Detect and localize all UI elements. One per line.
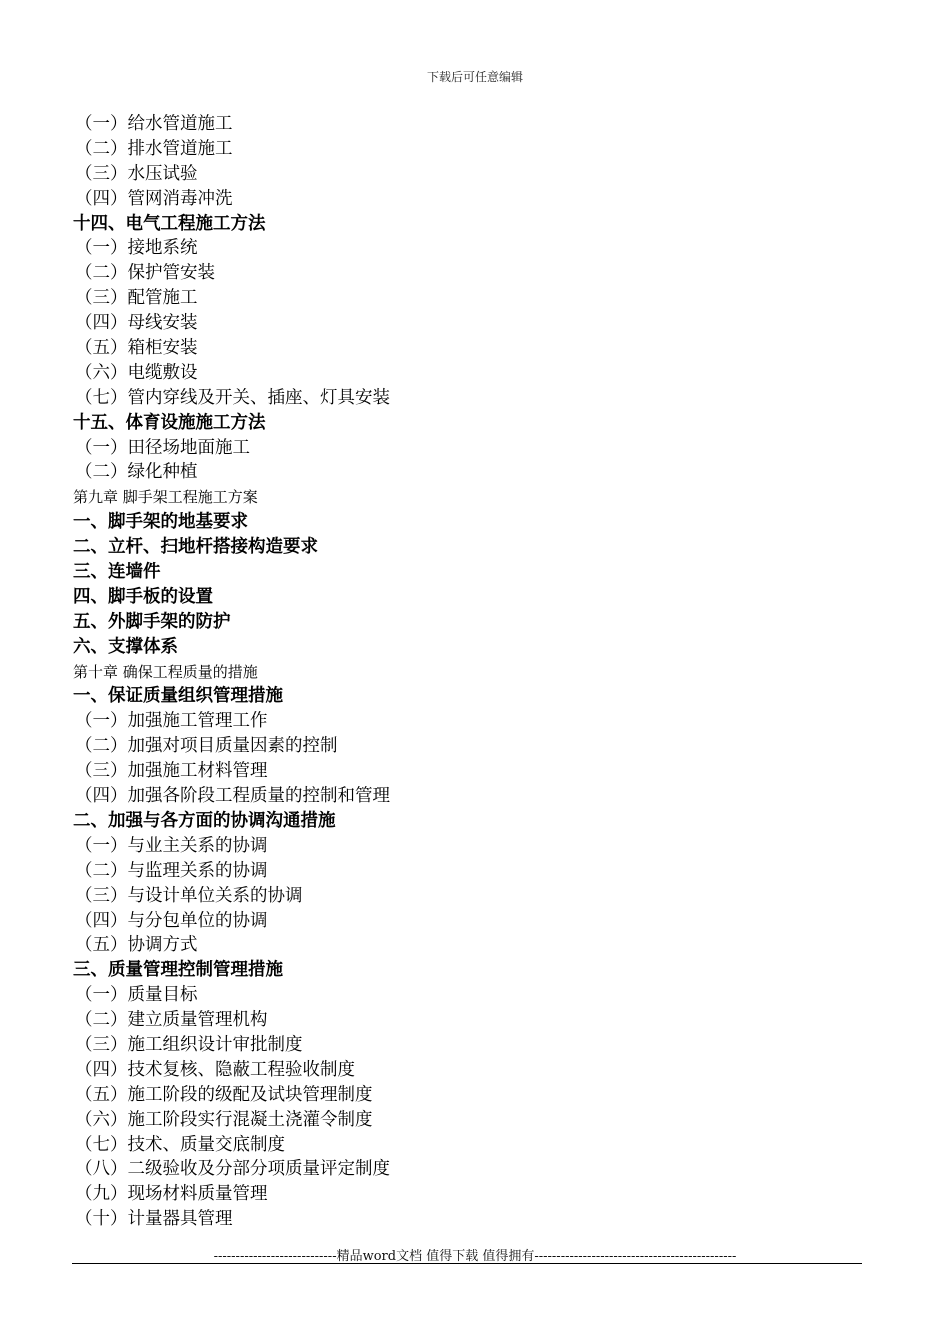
toc-section-heading: 五、外脚手架的防护	[73, 611, 231, 632]
toc-subitem: （四）管网消毒冲洗	[75, 188, 233, 209]
toc-subitem: （一）给水管道施工	[75, 114, 233, 134]
toc-subitem: （二）建立质量管理机构	[75, 1010, 268, 1031]
toc-subitem: （六）施工阶段实行混凝土浇灌令制度	[75, 1109, 373, 1130]
toc-subitem: （八）二级验收及分部分项质量评定制度	[75, 1159, 390, 1180]
toc-subitem: （一）接地系统	[75, 238, 198, 259]
toc-section-heading: 六、支撑体系	[73, 636, 178, 657]
footer-rule	[72, 1263, 862, 1264]
toc-subitem: （一）与业主关系的协调	[75, 835, 268, 856]
toc-subitem: （二）绿化种植	[75, 462, 198, 483]
toc-section-heading: 二、立杆、扫地杆搭接构造要求	[73, 537, 318, 558]
toc-chapter-heading: 第十章 确保工程质量的措施	[73, 662, 258, 681]
toc-subitem: （三）与设计单位关系的协调	[75, 885, 303, 906]
toc-section-heading: 十五、体育设施施工方法	[73, 412, 266, 433]
toc-chapter-heading: 第九章 脚手架工程施工方案	[73, 488, 258, 507]
toc-subitem: （三）配管施工	[75, 288, 198, 309]
toc-subitem: （二）与监理关系的协调	[75, 860, 268, 881]
toc-subitem: （四）与分包单位的协调	[75, 910, 268, 931]
page-header: 下载后可任意编辑	[426, 70, 523, 84]
toc-section-heading: 三、质量管理控制管理措施	[73, 960, 283, 981]
toc-subitem: （六）电缆敷设	[75, 362, 198, 383]
toc-section-heading: 三、连墙件	[73, 562, 161, 583]
toc-subitem: （一）田径场地面施工	[75, 437, 250, 458]
toc-subitem: （一）加强施工管理工作	[75, 711, 268, 732]
toc-subitem: （四）母线安装	[75, 313, 198, 334]
toc-subitem: （五）施工阶段的级配及试块管理制度	[75, 1084, 373, 1105]
toc-section-heading: 四、脚手板的设置	[73, 586, 213, 607]
toc-subitem: （三）施工组织设计审批制度	[75, 1034, 303, 1055]
toc-subitem: （四）技术复核、隐蔽工程验收制度	[75, 1059, 355, 1080]
toc-subitem: （九）现场材料质量管理	[75, 1184, 268, 1205]
toc-subitem: （七）管内穿线及开关、插座、灯具安装	[75, 387, 390, 408]
toc-subitem: （十）计量器具管理	[75, 1209, 233, 1230]
toc-section-heading: 十四、电气工程施工方法	[73, 213, 266, 234]
toc-subitem: （三）加强施工材料管理	[75, 761, 268, 782]
toc-subitem: （三）水压试验	[75, 163, 198, 184]
toc-subitem: （二）保护管安装	[75, 263, 215, 284]
toc-subitem: （五）箱柜安装	[75, 338, 198, 359]
toc-subitem: （二）排水管道施工	[75, 138, 233, 159]
toc-subitem: （二）加强对项目质量因素的控制	[75, 736, 338, 757]
toc-section-heading: 二、加强与各方面的协调沟通措施	[73, 810, 336, 831]
toc-section-heading: 一、保证质量组织管理措施	[73, 686, 283, 707]
toc-subitem: （七）技术、质量交底制度	[75, 1134, 285, 1155]
page-footer: ----------------------------精品word文档 值得下载 值得拥有----------------------------------------------	[213, 1249, 737, 1264]
toc-subitem: （一）质量目标	[75, 985, 198, 1006]
toc-section-heading: 一、脚手架的地基要求	[73, 512, 248, 533]
toc-subitem: （四）加强各阶段工程质量的控制和管理	[75, 786, 390, 807]
toc-list	[73, 112, 873, 1232]
toc-subitem: （五）协调方式	[75, 935, 198, 956]
